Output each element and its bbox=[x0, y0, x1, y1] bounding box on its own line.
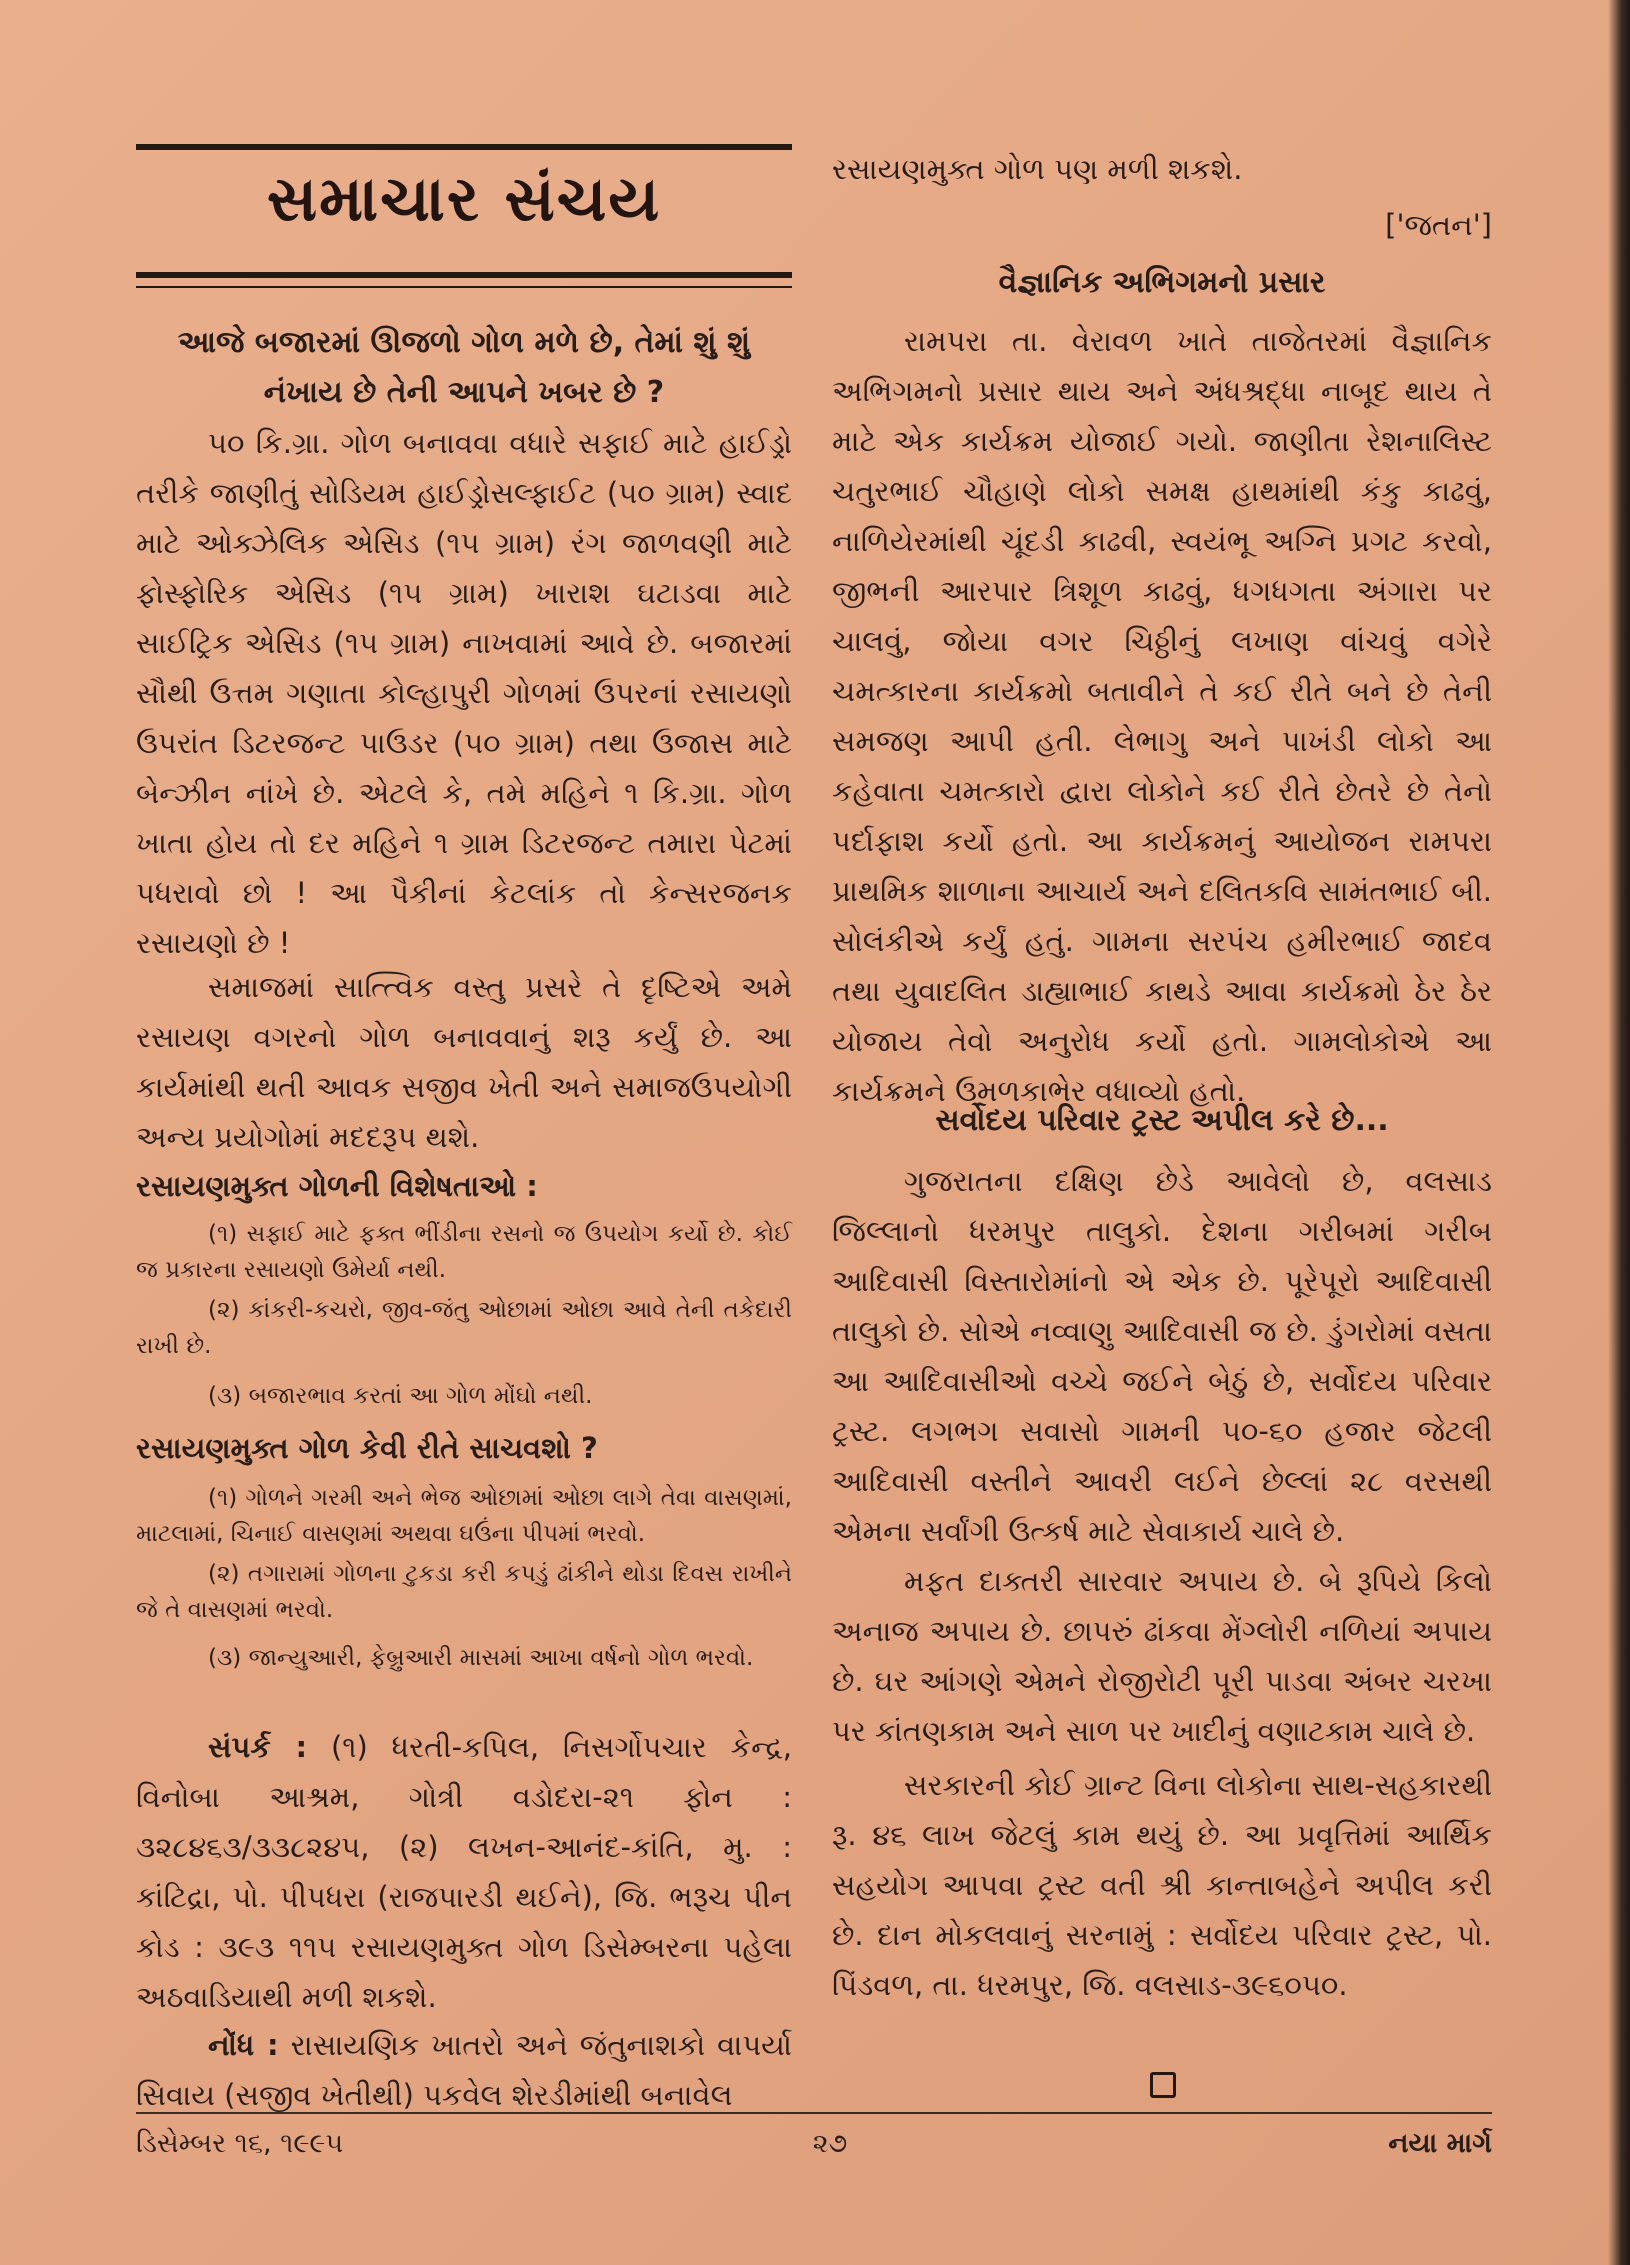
note-text: રાસાયણિક ખાતરો અને જંતુનાશકો વાપર્યા સિવાય (સજીવ ખેતીથી) પકવેલ શેરડીમાંથી બનાવેલ bbox=[136, 2028, 793, 2112]
footer-page-number: ૨૭ bbox=[812, 2128, 848, 2159]
storage-item-1: (૧) ગોળને ગરમી અને ભેજ ઓછામાં ઓછા લાગે તેવા વાસણમાં, માટલામાં, ચિનાઈ વાસણમાં અથવા ઘઉંના પીપમાં ભરવો. bbox=[136, 1485, 792, 1547]
feature-item-2: (૨) કાંકરી-કચરો, જીવ-જંતુ ઓછામાં ઓછા આવે તેની તકેદારી રાખી છે. bbox=[136, 1297, 792, 1359]
title-rule-bottom-thick bbox=[136, 272, 792, 278]
article3-heading: સર્વોદય પરિવાર ટ્રસ્ટ અપીલ કરે છે... bbox=[935, 1103, 1389, 1138]
article1-subheading-features: રસાયણમુક્ત ગોળની વિશેષતાઓ : bbox=[136, 1169, 538, 1203]
article3-paragraph-3: સરકારની કોઈ ગ્રાન્ટ વિના લોકોના સાથ-સહકારથી રૂ. ૪૬ લાખ જેટલું કામ થયું છે. આ પ્રવૃત્તિમાં આર્થિક સહયોગ આપવા ટ્રસ્ટ વતી શ્રી કાન્તાબહેને અપીલ કરી છે. દાન મોકલવાનું સરનામું : સર્વોદય પરિવાર ટ્રસ્ટ, પો. પિંડવળ, તા. ધરમપુર, જિ. વલસાડ-૩૯૬૦૫૦. bbox=[832, 1768, 1492, 2002]
article1-subheading-storage: રસાયણમુક્ત ગોળ કેવી રીતે સાચવશો ? bbox=[136, 1431, 598, 1465]
article1-paragraph-1: ૫૦ કિ.ગ્રા. ગોળ બનાવવા વધારે સફાઈ માટે હાઈડ્રો તરીકે જાણીતું સોડિયમ હાઈડ્રોસલ્ફાઈટ (૫૦ ગ્રામ) સ્વાદ માટે ઓક્ઝેલિક એસિડ (૧૫ ગ્રામ) રંગ જાળવણી માટે ફોસ્ફોરિક એસિડ (૧૫ ગ્રામ) ખારાશ ઘટાડવા માટે સાઈટ્રિક એસિડ (૧૫ ગ્રામ) નાખવામાં આવે છે. બજારમાં સૌથી ઉત્તમ ગણાતા કોલ્હાપુરી ગોળમાં ઉપરનાં રસાયણો ઉપરાંત ડિટરજન્ટ પાઉડર (૫૦ ગ્રામ) તથા ઉજાસ માટે બેન્ઝીન નાંખે છે. એટલે કે, તમે મહિને ૧ કિ.ગ્રા. ગોળ ખાતા હોય તો દર મહિને ૧ ગ્રામ ડિટરજન્ટ તમારા પેટમાં પધરાવો છો ! આ પૈકીનાં કેટલાંક તો કેન્સરજનક રસાયણો છે ! bbox=[136, 426, 792, 960]
title-rule-bottom-thin bbox=[136, 286, 792, 288]
title-rule-top bbox=[136, 144, 792, 150]
note-paragraph bbox=[136, 2020, 792, 2120]
square-end-mark-icon bbox=[1150, 2072, 1176, 2098]
article3-paragraph-2: મફત દાક્તરી સારવાર અપાય છે. બે રૂપિયે કિલો અનાજ અપાય છે. છાપરું ઢાંકવા મેંગ્લોરી નળિયાં અપાય છે. ઘર આંગણે એમને રોજીરોટી પૂરી પાડવા અંબર ચરખા પર કાંતણકામ અને સાળ પર ખાદીનું વણાટકામ ચાલે છે. bbox=[832, 1564, 1492, 1748]
article2-heading: વૈજ્ઞાનિક અભિગમનો પ્રસાર bbox=[998, 265, 1326, 300]
article1-heading: આજે બજારમાં ઊજળો ગોળ મળે છે, તેમાં શું શું નંખાય છે તેની આપને ખબર છે ? bbox=[177, 325, 751, 410]
contact-paragraph bbox=[136, 1722, 792, 2022]
footer-publication: નયા માર્ગ bbox=[1388, 2128, 1492, 2159]
article1-continuation: રસાયણમુક્ત ગોળ પણ મળી શકશે. bbox=[832, 152, 1243, 186]
article2-paragraph-1: રામપરા તા. વેરાવળ ખાતે તાજેતરમાં વૈજ્ઞાનિક અભિગમનો પ્રસાર થાય અને અંધશ્રદ્ધા નાબૂદ થાય તે માટે એક કાર્યક્રમ યોજાઈ ગયો. જાણીતા રેશનાલિસ્ટ ચતુરભાઈ ચૌહાણે લોકો સમક્ષ હાથમાંથી કંકુ કાઢવું, નાળિયેરમાંથી ચૂંદડી કાઢવી, સ્વયંભૂ અગ્નિ પ્રગટ કરવો, જીભની આરપાર ત્રિશૂળ કાઢવું, ધગધગતા અંગારા પર ચાલવું, જોયા વગર ચિઠ્ઠીનું લખાણ વાંચવું વગેરે ચમત્કારના કાર્યક્રમો બતાવીને તે કઈ રીતે બને છે તેની સમજણ આપી હતી. લેભાગુ અને પાખંડી લોકો આ કહેવાતા ચમત્કારો દ્વારા લોકોને કઈ રીતે છેતરે છે તેનો પર્દાફાશ કર્યો હતો. આ કાર્યક્રમનું આયોજન રામપરા પ્રાથમિક શાળાના આચાર્ય અને દલિતકવિ સામંતભાઈ બી. સોલંકીએ કર્યું હતું. ગામના સરપંચ હમીરભાઈ જાદવ તથા યુવાદલિત ડાહ્યાભાઈ કાથડે આવા કાર્યક્રમો ઠેર ઠેર યોજાય તેવો અનુરોધ કર્યો હતો. ગામલોકોએ આ કાર્યક્રમને ઉમળકાભેર વધાવ્યો હતો. bbox=[832, 324, 1492, 1108]
article3-paragraph-1: ગુજરાતના દક્ષિણ છેડે આવેલો છે, વલસાડ જિલ્લાનો ધરમપુર તાલુકો. દેશના ગરીબમાં ગરીબ આદિવાસી વિસ્તારોમાંનો એ એક છે. પૂરેપૂરો આદિવાસી તાલુકો છે. સોએ નવ્વાણુ આદિવાસી જ છે. ડુંગરોમાં વસતા આ આદિવાસીઓ વચ્ચે જઈને બેઠું છે, સર્વોદય પરિવાર ટ્રસ્ટ. લગભગ સવાસો ગામની ૫૦-૬૦ હજાર જેટલી આદિવાસી વસ્તીને આવરી લઈને છેલ્લાં ૨૮ વરસથી એમના સર્વાંગી ઉત્કર્ષ માટે સેવાકાર્ય ચાલે છે. bbox=[832, 1164, 1492, 1548]
article1-source: ['જતન'] bbox=[1385, 208, 1492, 242]
feature-item-3: (૩) બજારભાવ કરતાં આ ગોળ મોંઘો નથી. bbox=[208, 1383, 593, 1409]
footer-date: ડિસેમ્બર ૧૬, ૧૯૯૫ bbox=[136, 2128, 344, 2159]
footer-rule bbox=[136, 2112, 1492, 2114]
page-title: સમાચાર સંચય bbox=[266, 162, 662, 235]
contact-text: (૧) ધરતી-કપિલ, નિસર્ગોપચાર કેન્દ્ર, વિનોબા આશ્રમ, ગોત્રી વડોદરા-૨૧ ફોન : ૩૨૮૪૬૩/૩૩૮૨૪૫, (૨) લખન-આનંદ-કાંતિ, મુ. : કાંટિદ્રા, પો. પીપધરા (રાજપારડી થઈને), જિ. ભરૂચ પીન કોડ : ૩૯૩ ૧૧૫ રસાયણમુક્ત ગોળ ડિસેમ્બરના પહેલા અઠવાડિયાથી મળી શકશે. bbox=[136, 1730, 793, 2014]
storage-item-2: (૨) તગારામાં ગોળના ટુકડા કરી કપડું ઢાંકીને થોડા દિવસ રાખીને જે તે વાસણમાં ભરવો. bbox=[136, 1561, 792, 1623]
note-label: નોંધ : bbox=[208, 2028, 279, 2062]
contact-label: સંપર્ક : bbox=[208, 1730, 308, 1764]
feature-item-1: (૧) સફાઈ માટે ફક્ત ભીંડીના રસનો જ ઉપયોગ કર્યો છે. કોઈ જ પ્રકારના રસાયણો ઉમેર્યા નથી. bbox=[136, 1221, 792, 1283]
page-edge-shadow bbox=[1608, 0, 1630, 2265]
article1-paragraph-2: સમાજમાં સાત્ત્વિક વસ્તુ પ્રસરે તે દૃષ્ટિએ અમે રસાયણ વગરનો ગોળ બનાવવાનું શરૂ કર્યું છે. આ કાર્યમાંથી થતી આવક સજીવ ખેતી અને સમાજઉપયોગી અન્ય પ્રયોગોમાં મદદરૂપ થશે. bbox=[136, 970, 792, 1154]
storage-item-3: (૩) જાન્યુઆરી, ફેબ્રુઆરી માસમાં આખા વર્ષનો ગોળ ભરવો. bbox=[208, 1645, 754, 1671]
